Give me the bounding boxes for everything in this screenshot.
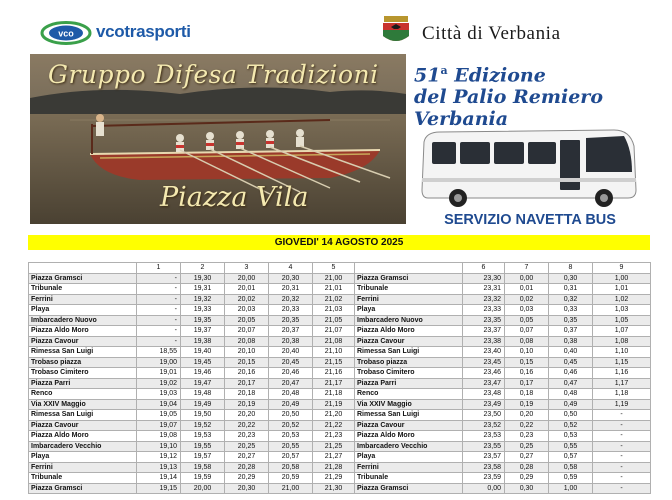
- stop-name: Rimessa San Luigi: [355, 347, 463, 358]
- departure-time: 21,05: [313, 315, 355, 326]
- departure-time: 20,33: [269, 305, 313, 316]
- departure-time: 19,33: [181, 305, 225, 316]
- table-row: [29, 431, 651, 442]
- stop-name: Playa: [29, 452, 137, 463]
- departure-time: 0,07: [505, 326, 549, 337]
- table-row: [29, 315, 651, 326]
- departure-time: 19,01: [137, 368, 181, 379]
- departure-time: 21,07: [313, 326, 355, 337]
- departure-time: 1,07: [593, 326, 651, 337]
- departure-time: 21,25: [313, 441, 355, 452]
- departure-time: 20,01: [225, 284, 269, 295]
- departure-time: 19,31: [181, 284, 225, 295]
- departure-time: -: [593, 431, 651, 442]
- departure-time: 20,28: [225, 462, 269, 473]
- city-crest-icon: [378, 16, 414, 46]
- table-row: [29, 284, 651, 295]
- departure-time: 1,17: [593, 378, 651, 389]
- departure-time: 20,27: [225, 452, 269, 463]
- column-number: 9: [593, 263, 651, 274]
- departure-time: 0,25: [505, 441, 549, 452]
- departure-time: 0,38: [549, 336, 593, 347]
- departure-time: 19,53: [181, 431, 225, 442]
- departure-time: 20,20: [225, 410, 269, 421]
- departure-time: 1,16: [593, 368, 651, 379]
- departure-time: -: [593, 452, 651, 463]
- departure-time: 1,00: [593, 273, 651, 284]
- table-row: [29, 294, 651, 305]
- departure-time: 20,57: [269, 452, 313, 463]
- departure-time: 19,07: [137, 420, 181, 431]
- departure-time: 21,01: [313, 284, 355, 295]
- table-row: [29, 347, 651, 358]
- departure-time: -: [137, 336, 181, 347]
- departure-time: -: [137, 315, 181, 326]
- table-row: [29, 452, 651, 463]
- departure-time: 1,05: [593, 315, 651, 326]
- departure-time: 0,16: [505, 368, 549, 379]
- edition-line-2: del Palio Remiero: [414, 86, 603, 109]
- departure-time: -: [593, 473, 651, 484]
- departure-time: -: [593, 420, 651, 431]
- departure-time: 21,00: [269, 483, 313, 494]
- departure-time: 0,47: [549, 378, 593, 389]
- departure-time: 23,38: [463, 336, 505, 347]
- departure-time: 0,31: [549, 284, 593, 295]
- departure-time: 19,58: [181, 462, 225, 473]
- departure-time: 20,47: [269, 378, 313, 389]
- departure-time: 19,04: [137, 399, 181, 410]
- departure-time: 0,29: [505, 473, 549, 484]
- departure-time: 20,08: [225, 336, 269, 347]
- stop-name: Playa: [355, 452, 463, 463]
- departure-time: 0,01: [505, 284, 549, 295]
- departure-time: 19,55: [181, 441, 225, 452]
- departure-time: 0,45: [549, 357, 593, 368]
- departure-time: 0,57: [549, 452, 593, 463]
- departure-time: 21,16: [313, 368, 355, 379]
- stop-name: Piazza Parri: [355, 378, 463, 389]
- stop-name: Piazza Cavour: [355, 420, 463, 431]
- departure-time: 21,20: [313, 410, 355, 421]
- departure-time: 0,33: [549, 305, 593, 316]
- departure-time: 0,53: [549, 431, 593, 442]
- departure-time: 19,48: [181, 389, 225, 400]
- departure-time: 21,17: [313, 378, 355, 389]
- stop-name: Tribunale: [29, 473, 137, 484]
- departure-time: 0,17: [505, 378, 549, 389]
- table-row: [29, 357, 651, 368]
- departure-time: 0,18: [505, 389, 549, 400]
- departure-time: 1,00: [549, 483, 593, 494]
- stop-name: Rimessa San Luigi: [29, 410, 137, 421]
- stop-name: Rimessa San Luigi: [355, 410, 463, 421]
- departure-time: 20,48: [269, 389, 313, 400]
- departure-time: 19,40: [181, 347, 225, 358]
- vco-logo-icon: [40, 21, 92, 45]
- stop-name: Trobaso piazza: [29, 357, 137, 368]
- departure-time: 20,46: [269, 368, 313, 379]
- page-header: [0, 0, 672, 52]
- departure-time: 19,49: [181, 399, 225, 410]
- table-row: [29, 305, 651, 316]
- departure-time: 0,48: [549, 389, 593, 400]
- table-row: [29, 473, 651, 484]
- departure-time: 20,35: [269, 315, 313, 326]
- column-number: 4: [269, 263, 313, 274]
- column-number: 3: [225, 263, 269, 274]
- stop-name: Piazza Gramsci: [355, 483, 463, 494]
- departure-time: 0,15: [505, 357, 549, 368]
- departure-time: 23,35: [463, 315, 505, 326]
- departure-time: 20,23: [225, 431, 269, 442]
- departure-time: -: [137, 305, 181, 316]
- bus-icon: [418, 120, 640, 210]
- departure-time: 19,08: [137, 431, 181, 442]
- departure-time: 19,46: [181, 368, 225, 379]
- departure-time: 23,50: [463, 410, 505, 421]
- departure-time: 0,40: [549, 347, 593, 358]
- departure-time: 20,29: [225, 473, 269, 484]
- departure-time: 23,37: [463, 326, 505, 337]
- departure-time: 20,10: [225, 347, 269, 358]
- table-row: [29, 389, 651, 400]
- column-number: 6: [463, 263, 505, 274]
- departure-time: 20,52: [269, 420, 313, 431]
- departure-time: 21,30: [313, 483, 355, 494]
- departure-time: 19,35: [181, 315, 225, 326]
- departure-time: 0,05: [505, 315, 549, 326]
- departure-time: 19,00: [137, 357, 181, 368]
- stop-name: Piazza Gramsci: [355, 273, 463, 284]
- departure-time: 23,59: [463, 473, 505, 484]
- departure-time: 19,12: [137, 452, 181, 463]
- departure-time: 23,55: [463, 441, 505, 452]
- table-row: [29, 441, 651, 452]
- departure-time: 0,00: [463, 483, 505, 494]
- departure-time: 20,05: [225, 315, 269, 326]
- stop-name: Piazza Aldo Moro: [29, 326, 137, 337]
- vco-logo-text: vco: [58, 28, 74, 39]
- header-stop-cell: [355, 263, 463, 274]
- departure-time: 19,50: [181, 410, 225, 421]
- departure-time: 1,10: [593, 347, 651, 358]
- departure-time: 23,48: [463, 389, 505, 400]
- departure-time: 0,02: [505, 294, 549, 305]
- departure-time: -: [137, 326, 181, 337]
- stop-name: Trobaso Cimitero: [29, 368, 137, 379]
- departure-time: 23,58: [463, 462, 505, 473]
- stop-name: Playa: [355, 305, 463, 316]
- departure-time: 0,55: [549, 441, 593, 452]
- departure-time: 19,02: [137, 378, 181, 389]
- departure-time: 0,23: [505, 431, 549, 442]
- departure-time: 19,57: [181, 452, 225, 463]
- departure-time: 0,58: [549, 462, 593, 473]
- departure-time: 0,10: [505, 347, 549, 358]
- departure-time: 0,37: [549, 326, 593, 337]
- departure-time: 0,19: [505, 399, 549, 410]
- departure-time: 20,53: [269, 431, 313, 442]
- departure-time: -: [593, 441, 651, 452]
- departure-time: 0,00: [505, 273, 549, 284]
- day-banner: GIOVEDI' 14 AGOSTO 2025: [28, 235, 650, 250]
- departure-time: 1,03: [593, 305, 651, 316]
- departure-time: 20,22: [225, 420, 269, 431]
- departure-time: 21,15: [313, 357, 355, 368]
- departure-time: 20,49: [269, 399, 313, 410]
- table-row: [29, 410, 651, 421]
- departure-time: 20,18: [225, 389, 269, 400]
- table-row: [29, 420, 651, 431]
- departure-time: 20,30: [269, 273, 313, 284]
- stop-name: Tribunale: [29, 284, 137, 295]
- departure-time: 0,50: [549, 410, 593, 421]
- column-number: 2: [181, 263, 225, 274]
- departure-time: 0,46: [549, 368, 593, 379]
- departure-time: 21,27: [313, 452, 355, 463]
- departure-time: -: [593, 483, 651, 494]
- stop-name: Piazza Gramsci: [29, 483, 137, 494]
- departure-time: 20,00: [225, 273, 269, 284]
- departure-time: 20,00: [181, 483, 225, 494]
- departure-time: 20,16: [225, 368, 269, 379]
- departure-time: 1,18: [593, 389, 651, 400]
- departure-time: 23,31: [463, 284, 505, 295]
- departure-time: 0,03: [505, 305, 549, 316]
- departure-time: 21,02: [313, 294, 355, 305]
- stop-name: Playa: [29, 305, 137, 316]
- departure-time: 19,47: [181, 378, 225, 389]
- departure-time: 21,10: [313, 347, 355, 358]
- departure-time: -: [137, 284, 181, 295]
- stop-name: Piazza Parri: [29, 378, 137, 389]
- stop-name: Piazza Aldo Moro: [355, 326, 463, 337]
- departure-time: 19,52: [181, 420, 225, 431]
- departure-time: 0,30: [505, 483, 549, 494]
- departure-time: 0,08: [505, 336, 549, 347]
- departure-time: -: [137, 294, 181, 305]
- table-row: [29, 273, 651, 284]
- departure-time: 21,03: [313, 305, 355, 316]
- departure-time: 20,07: [225, 326, 269, 337]
- column-number: 7: [505, 263, 549, 274]
- departure-time: 20,02: [225, 294, 269, 305]
- departure-time: 0,27: [505, 452, 549, 463]
- departure-time: 1,01: [593, 284, 651, 295]
- stop-name: Ferrini: [355, 462, 463, 473]
- departure-time: 21,08: [313, 336, 355, 347]
- departure-time: 0,20: [505, 410, 549, 421]
- departure-time: -: [593, 410, 651, 421]
- departure-time: 19,59: [181, 473, 225, 484]
- departure-time: 21,18: [313, 389, 355, 400]
- timetable: [28, 262, 651, 494]
- departure-time: 0,22: [505, 420, 549, 431]
- stop-name: Trobaso piazza: [355, 357, 463, 368]
- departure-time: 21,00: [313, 273, 355, 284]
- stop-name: Piazza Cavour: [29, 336, 137, 347]
- departure-time: 23,47: [463, 378, 505, 389]
- photo-caption-top: Gruppo Difesa Tradizioni: [48, 60, 379, 89]
- table-row: [29, 378, 651, 389]
- departure-time: 18,55: [137, 347, 181, 358]
- departure-time: 1,15: [593, 357, 651, 368]
- column-number: 1: [137, 263, 181, 274]
- photo-caption-bottom: Piazza Vila: [160, 182, 309, 213]
- departure-time: 23,57: [463, 452, 505, 463]
- departure-time: 21,19: [313, 399, 355, 410]
- stop-name: Piazza Cavour: [355, 336, 463, 347]
- departure-time: 1,08: [593, 336, 651, 347]
- departure-time: 23,46: [463, 368, 505, 379]
- table-row: [29, 462, 651, 473]
- departure-time: 1,02: [593, 294, 651, 305]
- departure-time: 19,03: [137, 389, 181, 400]
- departure-time: 20,38: [269, 336, 313, 347]
- departure-time: 0,35: [549, 315, 593, 326]
- edition-line-3: Verbania: [414, 108, 509, 131]
- departure-time: 21,22: [313, 420, 355, 431]
- departure-time: 23,32: [463, 294, 505, 305]
- timetable-header-row: [29, 263, 651, 274]
- edition-superscript: a: [440, 64, 448, 77]
- stop-name: Piazza Gramsci: [29, 273, 137, 284]
- departure-time: 21,29: [313, 473, 355, 484]
- departure-time: 20,55: [269, 441, 313, 452]
- departure-time: 19,38: [181, 336, 225, 347]
- stop-name: Imbarcadero Nuovo: [355, 315, 463, 326]
- departure-time: 23,53: [463, 431, 505, 442]
- stop-name: Imbarcadero Nuovo: [29, 315, 137, 326]
- edition-word: Edizione: [454, 64, 546, 87]
- edition-number: 51: [414, 64, 441, 87]
- departure-time: 20,17: [225, 378, 269, 389]
- departure-time: 19,45: [181, 357, 225, 368]
- stop-name: Tribunale: [355, 284, 463, 295]
- stop-name: Tribunale: [355, 473, 463, 484]
- departure-time: 20,32: [269, 294, 313, 305]
- departure-time: 20,37: [269, 326, 313, 337]
- departure-time: 23,45: [463, 357, 505, 368]
- departure-time: 21,28: [313, 462, 355, 473]
- column-number: 5: [313, 263, 355, 274]
- column-number: 8: [549, 263, 593, 274]
- stop-name: Via XXIV Maggio: [29, 399, 137, 410]
- departure-time: 23,30: [463, 273, 505, 284]
- hero-photo: [30, 54, 406, 224]
- departure-time: 19,14: [137, 473, 181, 484]
- departure-time: 20,19: [225, 399, 269, 410]
- table-row: [29, 336, 651, 347]
- departure-time: 23,33: [463, 305, 505, 316]
- departure-time: 19,05: [137, 410, 181, 421]
- table-row: [29, 326, 651, 337]
- departure-time: 23,40: [463, 347, 505, 358]
- departure-time: 1,19: [593, 399, 651, 410]
- stop-name: Piazza Aldo Moro: [355, 431, 463, 442]
- stop-name: Ferrini: [29, 294, 137, 305]
- departure-time: 20,50: [269, 410, 313, 421]
- stop-name: Imbarcadero Vecchio: [29, 441, 137, 452]
- departure-time: 20,58: [269, 462, 313, 473]
- departure-time: -: [593, 462, 651, 473]
- stop-name: Ferrini: [29, 462, 137, 473]
- stop-name: Trobaso Cimitero: [355, 368, 463, 379]
- table-row: [29, 368, 651, 379]
- departure-time: 19,10: [137, 441, 181, 452]
- stop-name: Piazza Cavour: [29, 420, 137, 431]
- departure-time: 23,49: [463, 399, 505, 410]
- stop-name: Piazza Aldo Moro: [29, 431, 137, 442]
- departure-time: 20,03: [225, 305, 269, 316]
- city-name: Città di Verbania: [422, 23, 561, 44]
- departure-time: 0,32: [549, 294, 593, 305]
- departure-time: 20,15: [225, 357, 269, 368]
- departure-time: 19,15: [137, 483, 181, 494]
- departure-time: 23,52: [463, 420, 505, 431]
- stop-name: Renco: [355, 389, 463, 400]
- departure-time: -: [137, 273, 181, 284]
- service-title: SERVIZIO NAVETTA BUS: [444, 212, 616, 228]
- stop-name: Via XXIV Maggio: [355, 399, 463, 410]
- departure-time: 20,30: [225, 483, 269, 494]
- departure-time: 0,30: [549, 273, 593, 284]
- table-row: [29, 399, 651, 410]
- departure-time: 21,23: [313, 431, 355, 442]
- stop-name: Rimessa San Luigi: [29, 347, 137, 358]
- edition-line-1: [414, 60, 603, 86]
- departure-time: 19,37: [181, 326, 225, 337]
- departure-time: 0,52: [549, 420, 593, 431]
- stop-name: Imbarcadero Vecchio: [355, 441, 463, 452]
- departure-time: 19,32: [181, 294, 225, 305]
- departure-time: 20,40: [269, 347, 313, 358]
- header-stop-cell: [29, 263, 137, 274]
- departure-time: 20,59: [269, 473, 313, 484]
- departure-time: 0,59: [549, 473, 593, 484]
- departure-time: 20,31: [269, 284, 313, 295]
- departure-time: 20,25: [225, 441, 269, 452]
- departure-time: 20,45: [269, 357, 313, 368]
- table-row: [29, 483, 651, 494]
- departure-time: 0,28: [505, 462, 549, 473]
- departure-time: 0,49: [549, 399, 593, 410]
- operator-name: vcotrasporti: [96, 22, 191, 41]
- stop-name: Ferrini: [355, 294, 463, 305]
- departure-time: 19,13: [137, 462, 181, 473]
- stop-name: Renco: [29, 389, 137, 400]
- departure-time: 19,30: [181, 273, 225, 284]
